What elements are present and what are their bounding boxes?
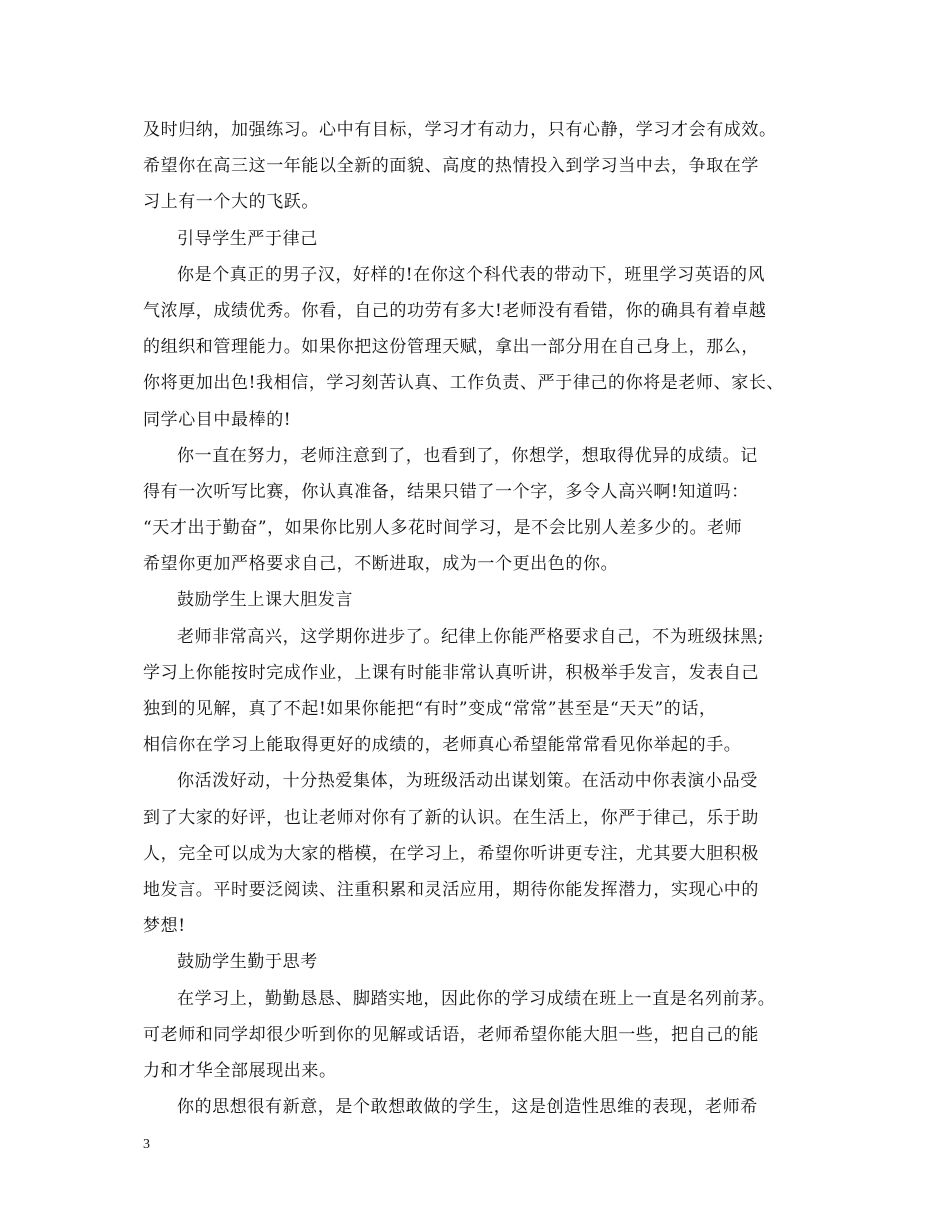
text-line: 人，完全可以成为大家的楷模，在学习上，希望你听讲更专注，尤其要大胆积极 xyxy=(143,843,759,864)
text-line: 同学心目中最棒的! xyxy=(143,409,292,430)
text-line: 老师非常高兴，这学期你进步了。纪律上你能严格要求自己，不为班级抹黑; xyxy=(177,626,765,647)
text-line: 气浓厚，成绩优秀。你看，自己的功劳有多大!老师没有看错，你的确具有着卓越 xyxy=(143,300,767,321)
text-line: 你将更加出色!我相信，学习刻苦认真、工作负责、严于律己的你将是老师、家长、 xyxy=(143,373,785,394)
text-line: 引导学生严于律己 xyxy=(177,228,318,249)
text-line: 力和才华全部展现出来。 xyxy=(143,1060,337,1081)
text-line: 及时归纳，加强练习。心中有目标，学习才有动力，只有心静，学习才会有成效。 xyxy=(143,120,777,140)
text-line: 学习上你能按时完成作业，上课有时能非常认真听讲，积极举手发言，发表自己 xyxy=(143,662,759,683)
document-body xyxy=(143,112,843,1125)
page-number: 3 xyxy=(143,1137,150,1152)
text-line: 鼓励学生勤于思考 xyxy=(177,952,318,973)
text-line: 到了大家的好评，也让老师对你有了新的认识。在生活上，你严于律己，乐于助 xyxy=(143,807,759,828)
text-line: 你活泼好动，十分热爱集体，为班级活动出谋划策。在活动中你表演小品受 xyxy=(177,771,758,792)
text-line: 你一直在努力，老师注意到了，也看到了，你想学，想取得优异的成绩。记 xyxy=(177,445,758,466)
text-line: 鼓励学生上课大胆发言 xyxy=(177,590,353,611)
text-line: 习上有一个大的飞跃。 xyxy=(143,192,319,213)
text-line: 你是个真正的男子汉，好样的!在你这个科代表的带动下，班里学习英语的风 xyxy=(177,264,766,285)
text-line: 独到的见解，真了不起!如果你能把“有时”变成“常常”甚至是“天天”的话， xyxy=(143,699,717,719)
text-line: 可老师和同学却很少听到你的见解或话语，老师希望你能大胆一些，把自己的能 xyxy=(143,1024,759,1045)
text-line: 在学习上，勤勤恳恳、脚踏实地，因此你的学习成绩在班上一直是名列前茅。 xyxy=(177,988,776,1009)
text-line: “天才出于勤奋”，如果你比别人多花时间学习，是不会比别人差多少的。老师 xyxy=(143,518,743,539)
text-line: 你的思想很有新意，是个敢想敢做的学生，这是创造性思维的表现，老师希 xyxy=(177,1097,758,1118)
text-line: 希望你在高三这一年能以全新的面貌、高度的热情投入到学习当中去，争取在学 xyxy=(143,156,759,177)
text-line: 得有一次听写比赛，你认真准备，结果只错了一个字，多令人高兴啊!知道吗： xyxy=(143,481,749,502)
text-line: 梦想! xyxy=(143,916,186,937)
text-line: 的组织和管理能力。如果你把这份管理天赋，拿出一部分用在自己身上，那么， xyxy=(143,337,759,358)
text-line: 地发言。平时要泛阅读、注重积累和灵活应用，期待你能发挥潜力，实现心中的 xyxy=(143,879,759,900)
text-line: 相信你在学习上能取得更好的成绩的，老师真心希望能常常看见你举起的手。 xyxy=(143,735,742,756)
text-line: 希望你更加严格要求自己，不断进取，成为一个更出色的你。 xyxy=(143,554,619,575)
